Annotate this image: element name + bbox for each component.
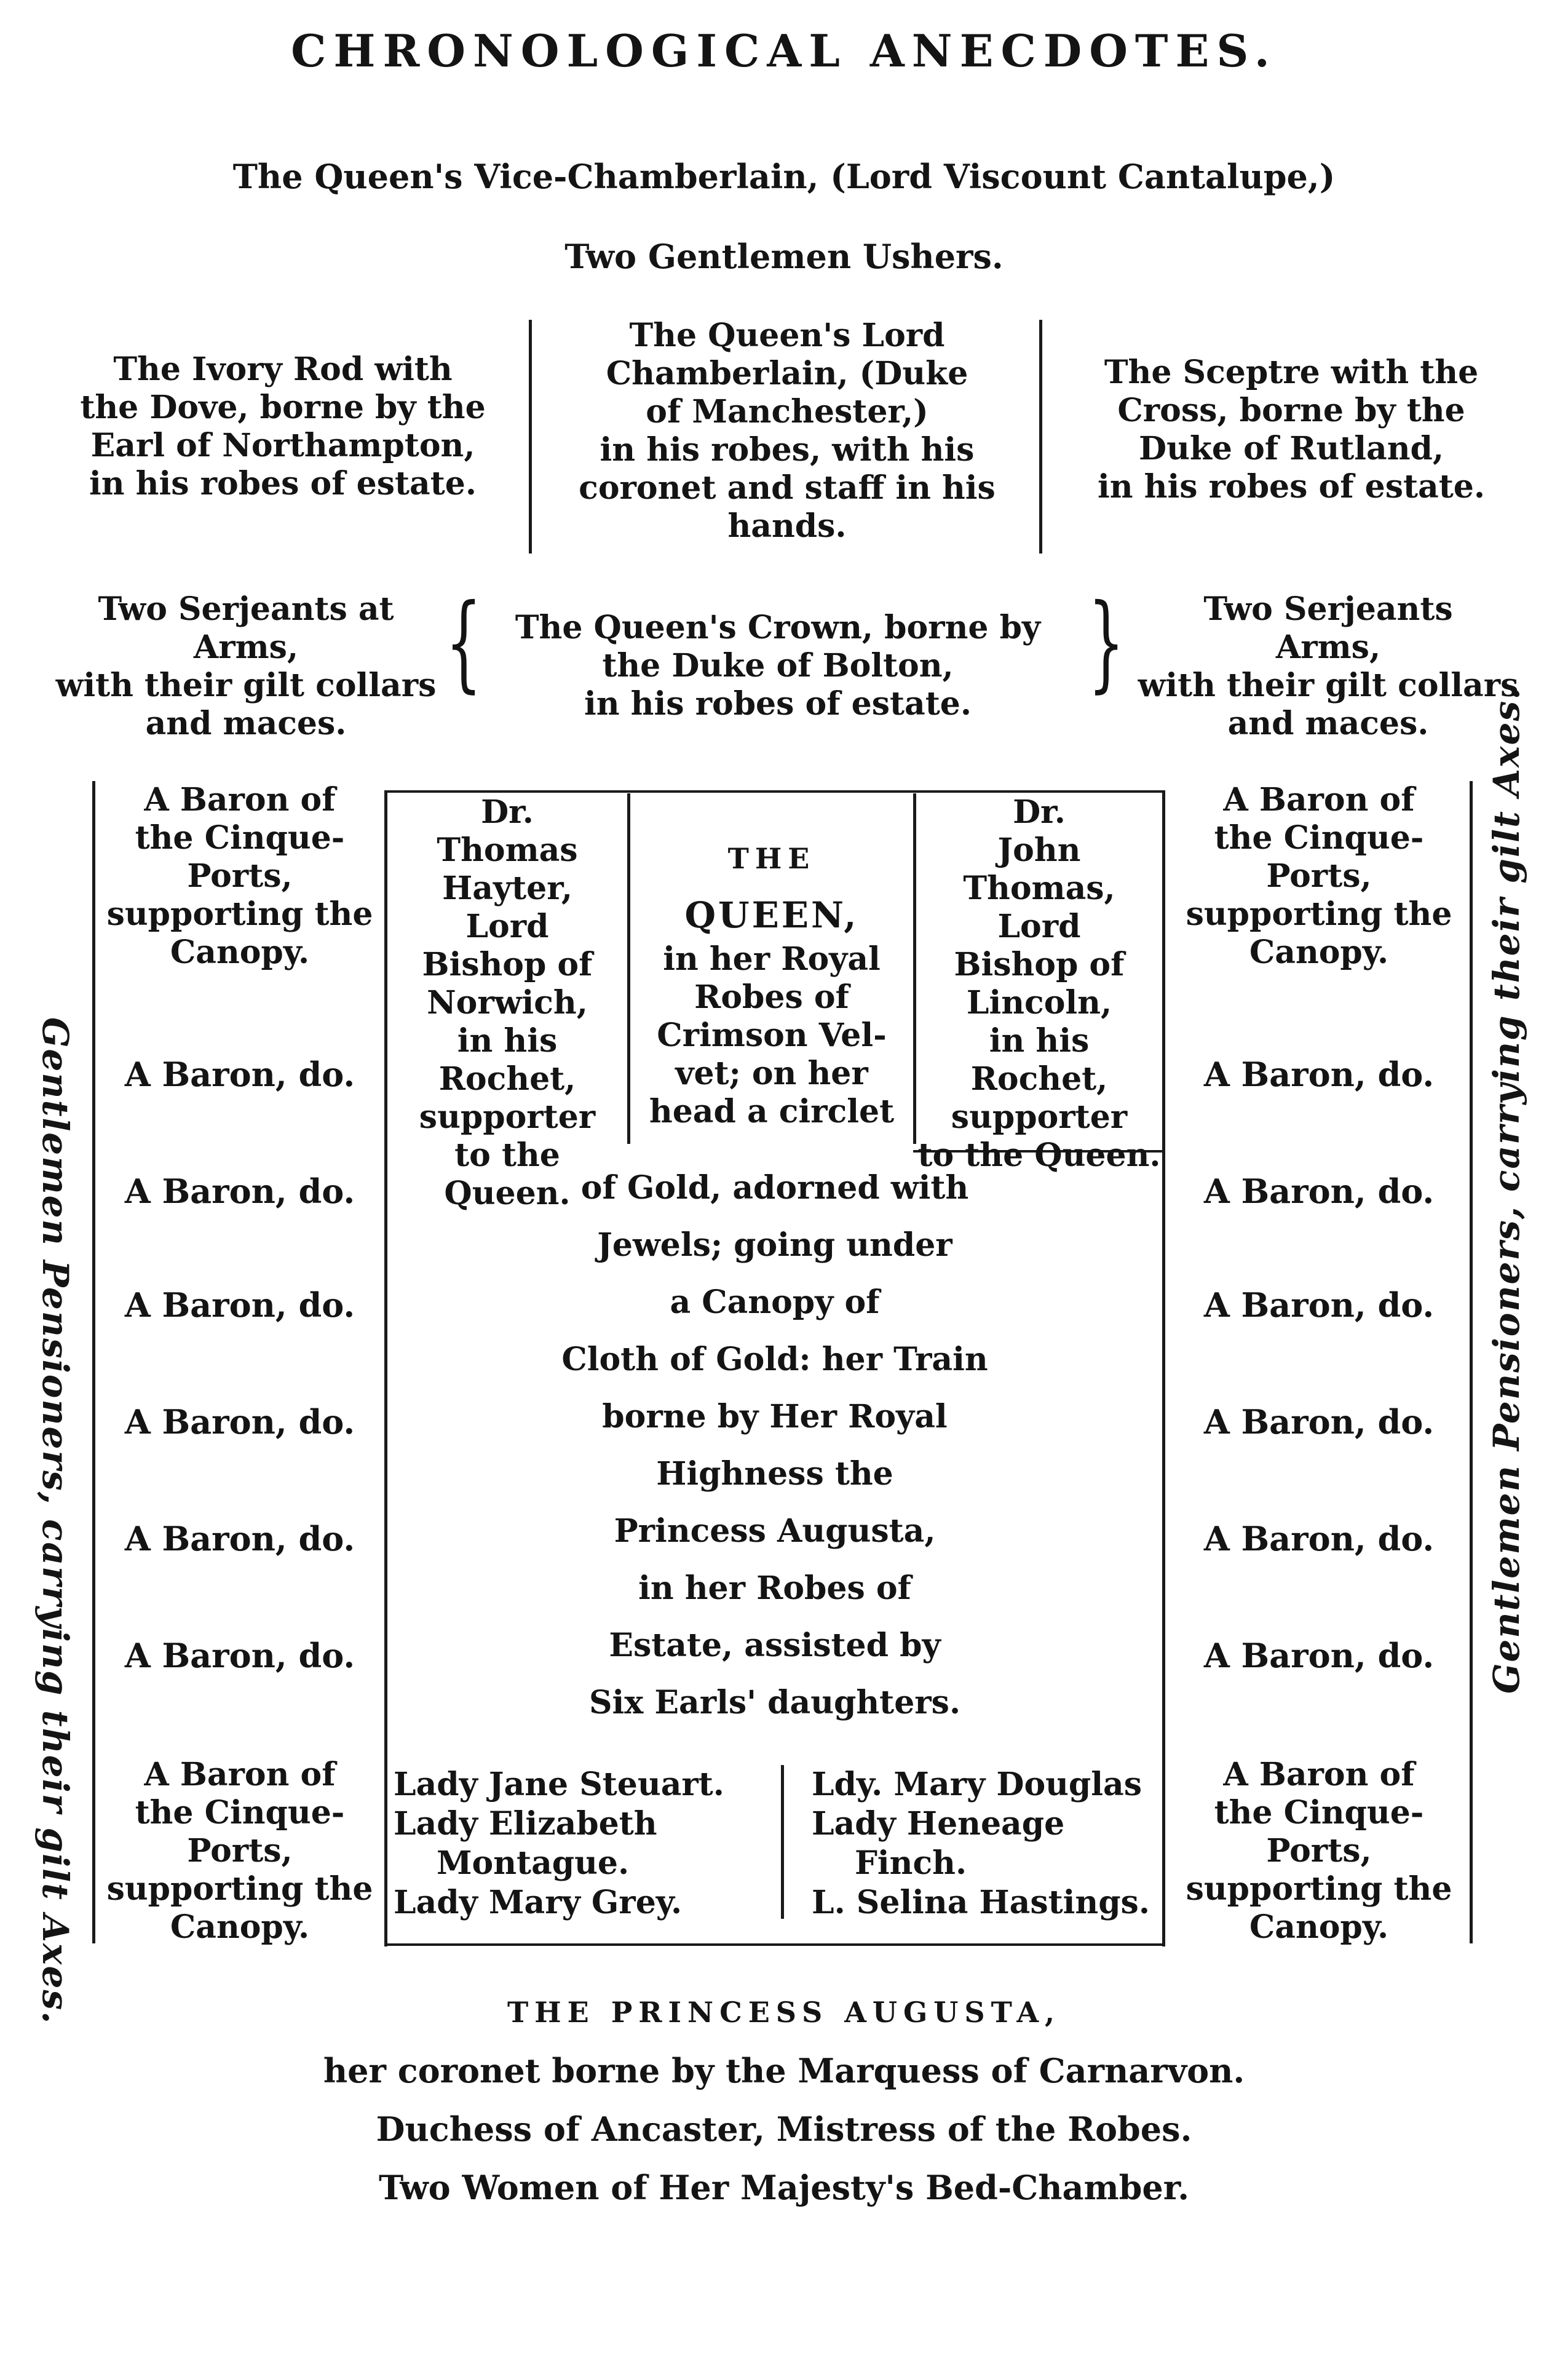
text-line: supporting the [1186,895,1452,933]
text-line: Finch. [855,1844,967,1882]
text-line: Montague. [437,1844,630,1882]
baron-left: A Baron, do. [124,1519,355,1558]
bishop-lincoln-block [916,793,1162,1175]
text-line: A Baron of [144,1756,336,1793]
text-line: Ports, [1266,857,1372,895]
text-line: Crimson Vel- [657,1017,887,1054]
text-line: with their gilt collars [1138,667,1519,704]
queens-crown-block [492,609,1064,723]
text-line: supporting the [106,1870,373,1908]
text-line: Lady Elizabeth [394,1805,657,1843]
text-line: head a circlet [649,1093,895,1130]
text-line: Bishop of [422,946,593,983]
text-line: Ports, [187,857,293,895]
duchess-line: Duchess of Ancaster, Mistress of the Robes. [376,2109,1192,2149]
text-line: the Cinque- [135,819,345,857]
serjeants-left-block [37,590,455,743]
text-line: the Dove, borne by the [80,389,486,426]
text-line: Dr. [481,793,534,831]
text-line: Thomas [437,831,578,869]
text-line: Lord [997,908,1081,945]
baron-right: A Baron, do. [1203,1636,1435,1675]
text-line: in his robes of estate. [584,685,972,723]
text-line: The Queen's Lord [629,317,945,354]
text-line: Dr. [1013,793,1066,831]
text-line: Lady Heneage [812,1805,1065,1843]
ladies-right-block [812,1765,1150,1922]
text-line: A Baron of [1223,1756,1415,1793]
text-line: borne by Her Royal [602,1398,948,1435]
text-line: Canopy. [1249,1908,1389,1946]
page-title: CHRONOLOGICAL ANECDOTES. [291,25,1277,77]
text-line: of Manchester,) [646,393,929,431]
text-line: The Ivory Rod with [113,351,453,388]
text-line: to the Queen. [917,1137,1161,1174]
text-line: Estate, assisted by [609,1627,941,1664]
divider-line [1039,320,1042,554]
text-line: Arms, [193,629,299,666]
right-brace: } [1088,582,1125,704]
canopy-top-rule [384,790,1165,793]
text-line: Cross, borne by the [1117,392,1465,429]
text-line: in his robes of estate. [89,465,477,502]
baron-right: A Baron, do. [1203,1055,1435,1094]
text-line: coronet and staff in his [579,469,996,507]
baron-left: A Baron, do. [124,1055,355,1094]
baron-right: A Baron, do. [1203,1285,1435,1325]
text-line: Princess Augusta, [614,1512,936,1550]
cinque-baron-top-right [1174,781,1463,972]
lord-chamberlain-block [541,317,1033,546]
text-line: Bishop of [954,946,1125,983]
coronet-line: her coronet borne by the Marquess of Carnarvon. [323,2051,1245,2090]
text-line: Lincoln, [966,984,1112,1022]
text-line: hands. [727,507,847,545]
baron-left: A Baron, do. [124,1172,355,1211]
text-line: supporter [419,1098,596,1136]
bed-chamber-line: Two Women of Her Majesty's Bed-Chamber. [378,2168,1190,2207]
text-line: Two Serjeants [1203,590,1453,628]
text-line: the Cinque- [1214,819,1424,857]
text-line: the Cinque- [135,1794,345,1831]
ivory-rod-block [49,351,517,503]
queen-the: THE [727,842,816,875]
text-line: Canopy. [170,934,310,971]
cinque-baron-bottom-right [1174,1756,1463,1946]
ladies-divider [781,1765,784,1919]
outer-right-rule [1470,781,1473,1943]
text-line: The Queen's Crown, borne by [515,609,1041,646]
text-line: John [997,831,1081,869]
text-line: to the Queen. [444,1137,571,1212]
text-line: Hayter, [442,870,572,907]
text-line: Six Earls' daughters. [588,1684,961,1721]
baron-left: A Baron, do. [124,1285,355,1325]
text-line: Arms, [1275,629,1381,666]
text-line: in his Rochet, [970,1022,1108,1098]
pensioners-left-label: Gentlemen Pensioners, carrying their gilt Axes. [34,1017,76,2025]
divider-line [529,320,532,554]
text-line: Ports, [187,1832,293,1870]
text-line: Thomas, [963,870,1115,907]
bishop-norwich-block [387,793,627,1213]
text-line: a Canopy of [670,1284,880,1321]
baron-right: A Baron, do. [1203,1172,1435,1211]
canopy-bottom-rule [384,1943,1165,1946]
text-line: Lord [465,908,549,945]
sceptre-block [1058,354,1525,506]
text-line: in her Royal [663,940,881,978]
ushers-line: Two Gentlemen Ushers. [564,237,1004,276]
text-line: Two Serjeants at [98,590,394,628]
text-line: Duke of Rutland, [1138,430,1444,467]
text-line: A Baron of [144,781,336,819]
vice-chamberlain-line: The Queen's Vice-Chamberlain, (Lord Viscount Cantalupe,) [232,157,1336,196]
text-line: A Baron of [1223,781,1415,819]
text-line: in his robes, with his [600,431,975,469]
text-line: Highness the [656,1455,893,1493]
text-line: with their gilt collars [55,667,437,704]
text-line: in his Rochet, [438,1022,576,1098]
pensioners-right-label: Gentlemen Pensioners, carrying their gilt Axes. [1486,686,1527,1694]
text-line: L. Selina Hastings. [812,1884,1150,1921]
text-line: in her Robes of [638,1569,911,1607]
text-line: Cloth of Gold: her Train [561,1341,988,1378]
ladies-left-block [394,1765,724,1922]
text-line: Canopy. [170,1908,310,1946]
text-line: Lady Mary Grey. [394,1884,683,1921]
princess-augusta-heading: THE PRINCESS AUGUSTA, [507,1996,1061,2029]
text-line: in his robes of estate. [1098,468,1485,506]
text-line: and maces. [145,705,347,742]
text-line: Earl of Northampton, [90,427,475,464]
text-line: the Cinque- [1214,1794,1424,1831]
text-line: the Duke of Bolton, [602,647,954,684]
text-line: Ldy. Mary Douglas [812,1766,1142,1803]
text-line: Canopy. [1249,934,1389,971]
baron-right: A Baron, do. [1203,1402,1435,1442]
baron-left: A Baron, do. [124,1402,355,1442]
queen-continuation [394,1159,1156,1731]
text-line: vet; on her [675,1055,868,1092]
text-line: Chamberlain, (Duke [606,355,968,392]
text-line: Norwich, [427,984,588,1022]
text-line: and maces. [1227,705,1429,742]
text-line: Ports, [1266,1832,1372,1870]
serjeants-right-block [1119,590,1537,743]
text-line: supporting the [106,895,373,933]
text-line: supporter [951,1098,1128,1136]
queen-block [630,839,913,1131]
cinque-baron-bottom-left [95,1756,384,1946]
queen-name: QUEEN, [684,894,859,936]
text-line: Lady Jane Steuart. [394,1766,724,1803]
text-line: Jewels; going under [597,1226,952,1264]
canopy-right-rule [1162,790,1165,1946]
left-brace: { [445,582,482,704]
text-line: The Sceptre with the [1104,354,1479,391]
text-line: of Gold, adorned with [580,1169,969,1207]
baron-right: A Baron, do. [1203,1519,1435,1558]
text-line: supporting the [1186,1870,1452,1908]
cinque-baron-top-left [95,781,384,972]
baron-left: A Baron, do. [124,1636,355,1675]
text-line: Robes of [694,978,849,1016]
